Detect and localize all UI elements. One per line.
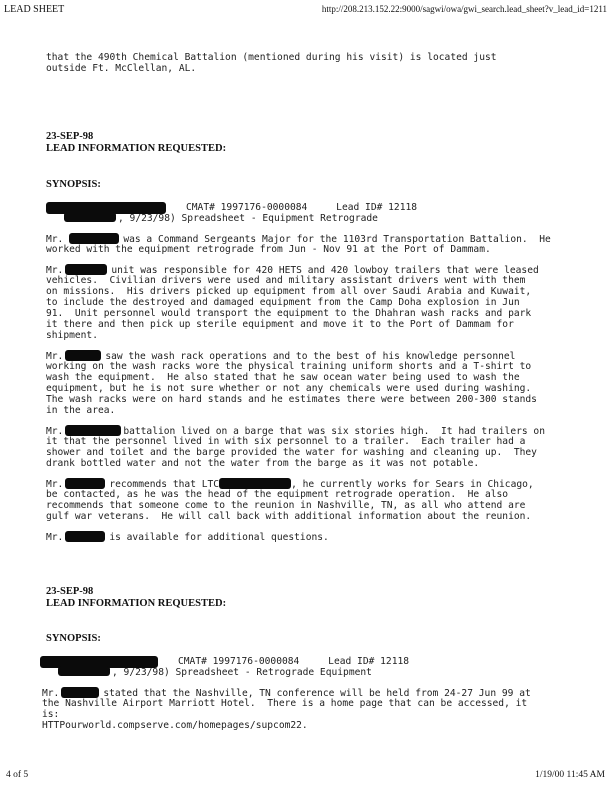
paragraph-line: 91. Unit personnel would transport the equipment to the Dhahran wash racks and park: [46, 308, 532, 319]
cmat-line: , 9/23/98) Spreadsheet - Equipment Retrograde: [118, 213, 378, 224]
paragraph-line: HTTPourworld.compserve.com/homepages/supcom22.: [42, 720, 308, 731]
paragraph-line: Mr. saw the wash rack operations and to the best of his knowledge personnel: [46, 351, 516, 362]
paragraph-line: on missions. His drivers picked up equipment from all over Saudi Arabia and Kuwait,: [46, 286, 532, 297]
paragraph-line: gulf war veterans. He will call back with additional information about the reunion.: [46, 511, 532, 522]
paragraph-line: to include the destroyed and damaged equipment from the Camp Doha explosion in Jun: [46, 297, 520, 308]
print-timestamp: 1/19/00 11:45 AM: [535, 770, 605, 780]
cmat-line: CMAT# 1997176-0000084 Lead ID# 12118: [186, 202, 418, 213]
redaction: [65, 350, 101, 361]
paragraph-line: worked with the equipment retrograde from Jun - Nov 91 at the Port of Dammam.: [46, 244, 491, 255]
redaction: [64, 212, 116, 222]
paragraph-line: it that the personnel lived in with six personnel to a trailer. Each trailer had a: [46, 436, 526, 447]
paragraph-line: shower and toilet and the barge provided the water for washing and cleaning up. They: [46, 447, 537, 458]
redaction: [61, 687, 99, 698]
redaction: [65, 478, 105, 489]
paragraph-line: Mr. battalion lived on a barge that was six stories high. It had trailers on: [46, 426, 545, 437]
paragraph-line: the Nashville Airport Marriott Hotel. There is a home page that can be accessed, it: [42, 698, 528, 709]
paragraph-line: it there and then pick up sterile equipment and move it to the Port of Dammam for: [46, 319, 514, 330]
paragraph-line: drank bottled water and not the water from the barge as it was not potable.: [46, 458, 480, 469]
paragraph-line: Mr. was a Command Sergeants Major for the 1103rd Transportation Battalion. He: [46, 234, 551, 245]
page-number: 4 of 5: [6, 770, 29, 780]
page-header-url: http://208.213.152.22:9000/sagwi/owa/gwi_search.lead_sheet?v_lead_id=1211: [321, 4, 607, 14]
intro-line: outside Ft. McClellan, AL.: [46, 63, 197, 74]
paragraph-line: Mr. recommends that LTC , he currently works for Sears in Chicago,: [46, 479, 534, 490]
paragraph-line: in the area.: [46, 405, 116, 416]
paragraph-line: is:: [42, 709, 60, 720]
paragraph-line: wash the equipment. He also stated that he saw ocean water being used to wash the: [46, 372, 520, 383]
lead-info-heading: LEAD INFORMATION REQUESTED:: [46, 143, 227, 154]
redaction: [65, 531, 105, 542]
paragraph-line: vehicles. Civilian drivers were used and military assistant drivers went with them: [46, 275, 526, 286]
intro-line: that the 490th Chemical Battalion (mentioned during his visit) is located just: [46, 52, 497, 63]
cmat-line: , 9/23/98) Spreadsheet - Retrograde Equipment: [112, 667, 372, 678]
paragraph-line: be contacted, as he was the head of the equipment retrograde operation. He also: [46, 489, 509, 500]
synopsis-heading: SYNOPSIS:: [46, 633, 101, 644]
cmat-line: CMAT# 1997176-0000084 Lead ID# 12118: [178, 656, 410, 667]
paragraph-line: Mr. stated that the Nashville, TN conference will be held from 24-27 Jun 99 at: [42, 688, 531, 699]
paragraph-line: recommends that someone come to the reunion in Nashville, TN, as all who attend are: [46, 500, 526, 511]
redaction: [58, 666, 110, 676]
paragraph-line: equipment, but he is not sure whether or not any chemicals were used during washing.: [46, 383, 532, 394]
paragraph-line: working on the wash racks wore the physical training uniform shorts and a T-shirt to: [46, 361, 532, 372]
entry-date: 23-SEP-98: [46, 586, 94, 597]
redaction: [65, 425, 121, 436]
paragraph-line: Mr. unit was responsible for 420 HETS and 420 lowboy trailers that were leased: [46, 265, 539, 276]
synopsis-heading: SYNOPSIS:: [46, 179, 101, 190]
redaction: [65, 264, 107, 275]
redaction: [69, 233, 119, 244]
entry-date: 23-SEP-98: [46, 131, 94, 142]
paragraph-line: shipment.: [46, 330, 98, 341]
page-header-left: LEAD SHEET: [4, 4, 65, 15]
paragraph-line: Mr. is available for additional questions.: [46, 532, 329, 543]
redaction: [219, 478, 291, 489]
lead-info-heading: LEAD INFORMATION REQUESTED:: [46, 598, 227, 609]
paragraph-line: The wash racks were on hard stands and he estimates there were between 200-300 stands: [46, 394, 537, 405]
